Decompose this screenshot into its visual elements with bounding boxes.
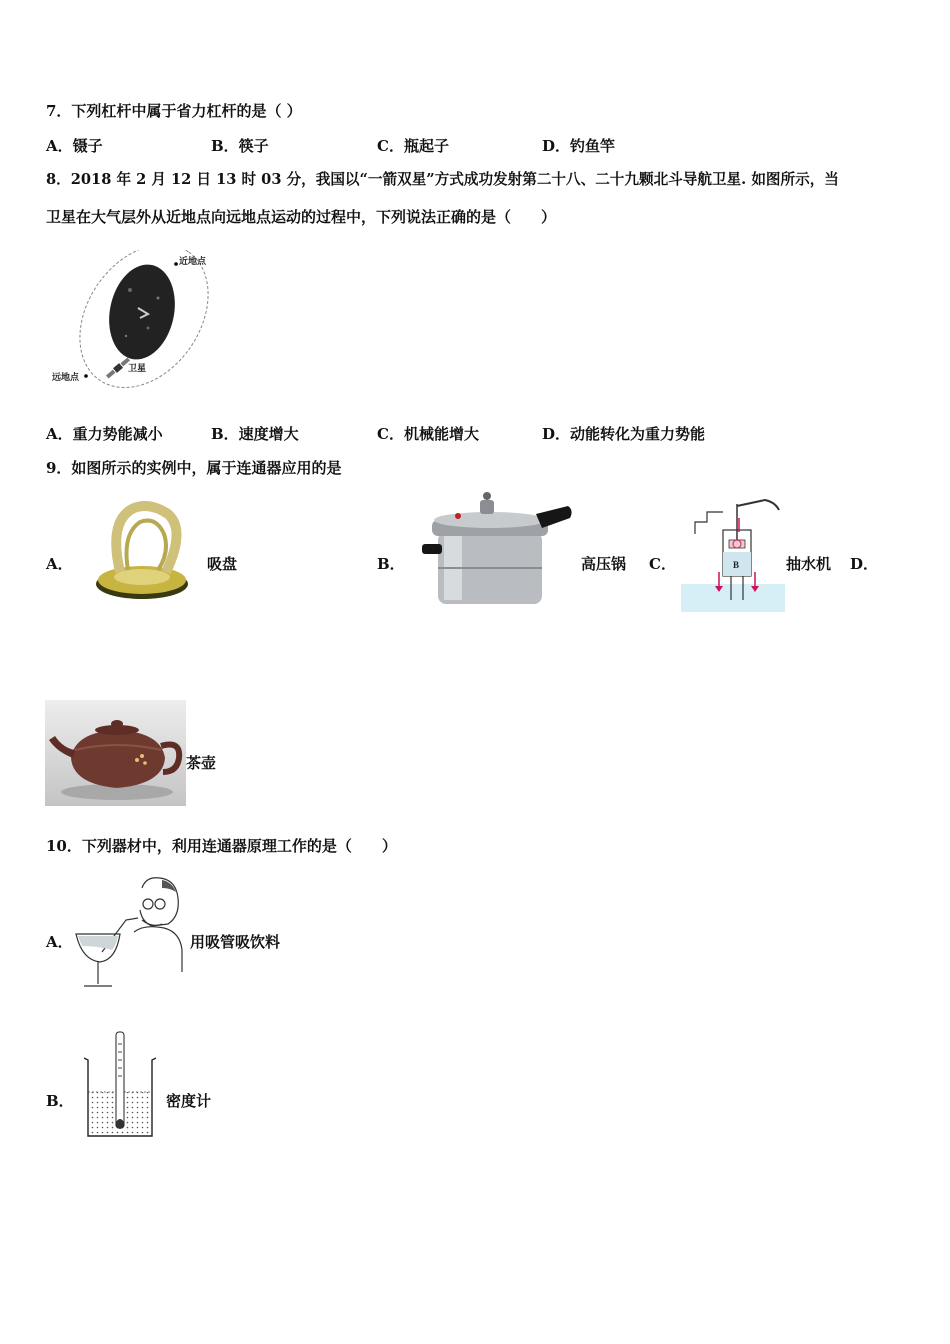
q10-option-b-caption: 密度计 [166, 1092, 212, 1110]
q7-option-b: B．筷子 [211, 137, 269, 155]
q8-option-a: A．重力势能减小 [46, 425, 163, 443]
q8-stem-line2: 卫星在大气层外从近地点向远地点运动的过程中，下列说法正确的是（ ） [46, 208, 557, 226]
satellite-icon [105, 357, 130, 380]
q9-option-b-letter: B． [377, 555, 405, 573]
q7-option-d: D．钓鱼竿 [542, 137, 616, 155]
q9-option-b-caption: 高压锅 [581, 555, 627, 573]
q7-stem: 7．下列杠杆中属于省力杠杆的是（ ） [46, 102, 302, 120]
drinking-straw-image [72, 874, 188, 992]
q9-option-a-letter: A． [46, 555, 73, 573]
q9-option-a-caption: 吸盘 [207, 555, 238, 573]
q7-option-a: A．镊子 [46, 137, 103, 155]
perigee-label: 近地点 [179, 256, 207, 266]
teapot-image [45, 700, 186, 806]
water-pump-image [681, 496, 785, 612]
q7-option-c: C．瓶起子 [377, 137, 449, 155]
satellite-orbit-figure [46, 250, 216, 390]
pump-label: B [733, 560, 740, 570]
q8-option-c: C．机械能增大 [377, 425, 479, 443]
q9-option-d-letter: D． [850, 555, 879, 573]
q9-option-c-caption: 抽水机 [786, 555, 832, 573]
q8-option-d: D．动能转化为重力势能 [542, 425, 706, 443]
q8-option-b: B．速度增大 [211, 425, 299, 443]
q9-option-d-caption: 茶壶 [186, 754, 217, 772]
q10-option-a-caption: 用吸管吸饮料 [190, 933, 281, 951]
apogee-label: 远地点 [52, 372, 80, 382]
pressure-cooker-image [418, 492, 576, 612]
q10-option-b-letter: B． [46, 1092, 74, 1110]
q10-stem: 10．下列器材中，利用连通器原理工作的是（ ） [46, 837, 397, 855]
hydrometer-beaker-image [80, 1030, 160, 1142]
q10-option-a-letter: A． [46, 933, 73, 951]
satellite-label: 卫星 [128, 363, 147, 373]
q8-stem-line1: 8．2018 年 2 月 12 日 13 时 03 分，我国以“一箭双星”方式成功发射第二十八、二十九颗北斗导航卫星. 如图所示，当 [46, 171, 839, 188]
q9-stem: 9．如图所示的实例中，属于连通器应用的是 [46, 459, 342, 477]
q9-option-c-letter: C． [649, 555, 676, 573]
suction-cup-image [90, 500, 198, 606]
